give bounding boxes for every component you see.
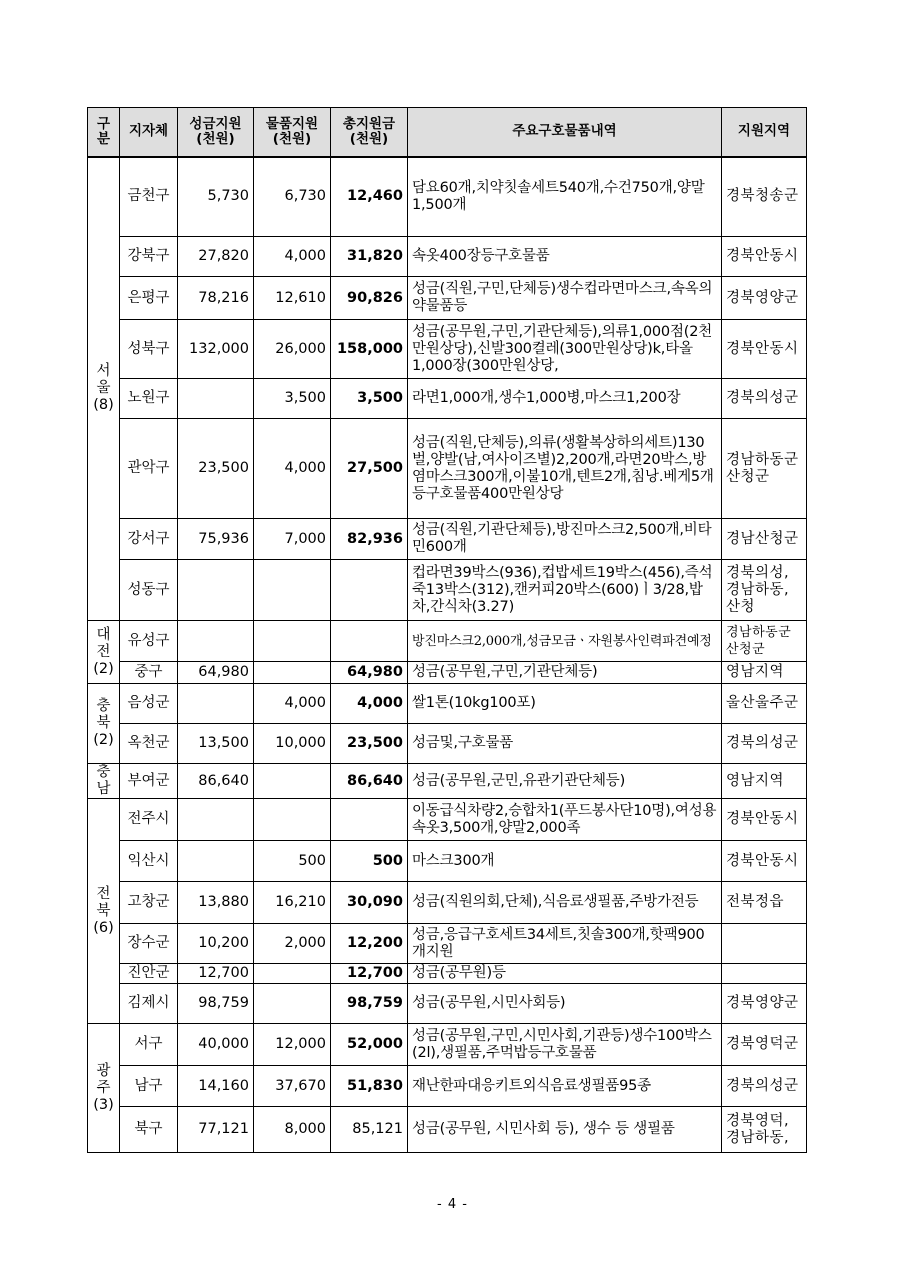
- area-cell: 경북영양군: [722, 984, 807, 1024]
- total-cell: 3,500: [331, 379, 408, 419]
- city-cell: 옥천군: [120, 724, 178, 764]
- table-row: [88, 1066, 807, 1107]
- city-cell: 장수군: [120, 924, 178, 964]
- total-cell: [331, 560, 408, 621]
- city-cell: 성북구: [120, 320, 178, 379]
- goods-cell: 10,000: [254, 724, 331, 764]
- region-daejeon: 대 전 (2): [88, 621, 120, 684]
- area-cell: 울산울주군: [722, 684, 807, 724]
- region-jeonbuk: 전 북 (6): [88, 799, 120, 1024]
- detail-cell: 속옷400장등구호물품: [408, 237, 722, 277]
- goods-cell: [254, 984, 331, 1024]
- detail-cell: 성금(공무원,구민,기관단체등),의류1,000점(2천만원상당),신발300켤레(300만원상당)k,타올1,000장(300만원상당,: [408, 320, 722, 379]
- table-row: [88, 379, 807, 419]
- total-cell: [331, 621, 408, 662]
- goods-cell: [254, 621, 331, 662]
- area-cell: 영남지역: [722, 764, 807, 799]
- header-jijache: 지자체: [120, 108, 178, 157]
- area-cell: 경북의성군: [722, 1066, 807, 1107]
- cash-cell: 40,000: [178, 1024, 254, 1066]
- detail-cell: 성금(공무원,시민사회등): [408, 984, 722, 1024]
- total-cell: 86,640: [331, 764, 408, 799]
- header-goods: 물품지원 (천원): [254, 108, 331, 157]
- goods-cell: 37,670: [254, 1066, 331, 1107]
- total-cell: 51,830: [331, 1066, 408, 1107]
- city-cell: 강북구: [120, 237, 178, 277]
- city-cell: 고창군: [120, 882, 178, 924]
- cash-cell: 98,759: [178, 984, 254, 1024]
- city-cell: 북구: [120, 1107, 178, 1153]
- detail-cell: 라면1,000개,생수1,000병,마스크1,200장: [408, 379, 722, 419]
- table-row: [88, 1024, 807, 1066]
- detail-cell: 성금,응급구호세트34세트,칫솔300개,핫팩900개지원: [408, 924, 722, 964]
- table-row: [88, 1107, 807, 1153]
- total-cell: 64,980: [331, 662, 408, 684]
- area-cell: 경북안동시: [722, 320, 807, 379]
- table-row: [88, 277, 807, 320]
- table-row: [88, 799, 807, 841]
- city-cell: 남구: [120, 1066, 178, 1107]
- total-cell: 98,759: [331, 984, 408, 1024]
- city-cell: 전주시: [120, 799, 178, 841]
- header-total: 총지원금 (천원): [331, 108, 408, 157]
- goods-cell: 7,000: [254, 519, 331, 560]
- cash-cell: [178, 379, 254, 419]
- cash-cell: 23,500: [178, 419, 254, 519]
- detail-cell: 성금(직원,기관단체등),방진마스크2,500개,비타민600개: [408, 519, 722, 560]
- cash-cell: 77,121: [178, 1107, 254, 1153]
- goods-cell: 4,000: [254, 419, 331, 519]
- detail-cell: 성금(직원의회,단체),식음료생필품,주방가전등: [408, 882, 722, 924]
- city-cell: 강서구: [120, 519, 178, 560]
- area-cell: 경북영덕군: [722, 1024, 807, 1066]
- cash-cell: [178, 621, 254, 662]
- detail-cell: 쌀1톤(10kg100포): [408, 684, 722, 724]
- city-cell: 유성구: [120, 621, 178, 662]
- table-row: [88, 662, 807, 684]
- table-row: [88, 560, 807, 621]
- total-cell: 12,460: [331, 157, 408, 237]
- cash-cell: 10,200: [178, 924, 254, 964]
- total-cell: 82,936: [331, 519, 408, 560]
- area-cell: [722, 924, 807, 964]
- table-row: [88, 684, 807, 724]
- cash-cell: [178, 841, 254, 882]
- total-cell: 27,500: [331, 419, 408, 519]
- total-cell: 52,000: [331, 1024, 408, 1066]
- detail-cell: 성금(공무원,구민,시민사회,기관등)생수100박스(2l),생필품,주먹밥등구호물품: [408, 1024, 722, 1066]
- header-detail: 주요구호물품내역: [408, 108, 722, 157]
- region-chungbuk: 충 북 (2): [88, 684, 120, 764]
- goods-cell: [254, 662, 331, 684]
- detail-cell: 성금(공무원,구민,기관단체등): [408, 662, 722, 684]
- cash-cell: 27,820: [178, 237, 254, 277]
- goods-cell: 500: [254, 841, 331, 882]
- table-row: [88, 237, 807, 277]
- cash-cell: 12,700: [178, 964, 254, 984]
- cash-cell: 13,880: [178, 882, 254, 924]
- area-cell: 경남산청군: [722, 519, 807, 560]
- table-row: [88, 984, 807, 1024]
- area-cell: 경북의성군: [722, 379, 807, 419]
- city-cell: 김제시: [120, 984, 178, 1024]
- header-gubun: 구 분: [88, 108, 120, 157]
- detail-cell: 성금(공무원,군민,유관기관단체등): [408, 764, 722, 799]
- cash-cell: [178, 684, 254, 724]
- detail-cell: 마스크300개: [408, 841, 722, 882]
- region-chungnam: 충 남: [88, 764, 120, 799]
- detail-cell: 담요60개,치약칫솔세트540개,수건750개,양말1,500개: [408, 157, 722, 237]
- detail-cell: 성금및,구호물품: [408, 724, 722, 764]
- city-cell: 노원구: [120, 379, 178, 419]
- total-cell: 30,090: [331, 882, 408, 924]
- detail-cell: 방진마스크2,000개,성금모금ㆍ자원봉사인력파견예정: [408, 621, 722, 662]
- total-cell: 23,500: [331, 724, 408, 764]
- cash-cell: 132,000: [178, 320, 254, 379]
- cash-cell: 64,980: [178, 662, 254, 684]
- city-cell: 서구: [120, 1024, 178, 1066]
- area-cell: 경남하동군산청군: [722, 621, 807, 662]
- total-cell: 4,000: [331, 684, 408, 724]
- total-cell: 12,700: [331, 964, 408, 984]
- goods-cell: 12,610: [254, 277, 331, 320]
- area-cell: 경북안동시: [722, 799, 807, 841]
- city-cell: 금천구: [120, 157, 178, 237]
- area-cell: 경북안동시: [722, 841, 807, 882]
- cash-cell: 86,640: [178, 764, 254, 799]
- area-cell: 경북안동시: [722, 237, 807, 277]
- table-row: [88, 841, 807, 882]
- table-row: [88, 924, 807, 964]
- detail-cell: 성금(직원,구민,단체등)생수컵라면마스크,속옥의약물품등: [408, 277, 722, 320]
- city-cell: 음성군: [120, 684, 178, 724]
- table-row: [88, 764, 807, 799]
- area-cell: 경남하동군산청군: [722, 419, 807, 519]
- area-cell: 경북영덕,경남하동,: [722, 1107, 807, 1153]
- detail-cell: 컵라면39박스(936),컵밥세트19박스(456),즉석죽13박스(312),캔커피20박스(600)ㅣ3/28,밥차,간식차(3.27): [408, 560, 722, 621]
- table-row: [88, 964, 807, 984]
- detail-cell: 이동급식차량2,승합차1(푸드봉사단10명),여성용속옷3,500개,양말2,000족: [408, 799, 722, 841]
- city-cell: 관악구: [120, 419, 178, 519]
- city-cell: 은평구: [120, 277, 178, 320]
- total-cell: 158,000: [331, 320, 408, 379]
- city-cell: 중구: [120, 662, 178, 684]
- city-cell: 익산시: [120, 841, 178, 882]
- table-row: [88, 157, 807, 237]
- table-row: [88, 519, 807, 560]
- area-cell: 경북의성,경남하동,산청: [722, 560, 807, 621]
- area-cell: 경북의성군: [722, 724, 807, 764]
- detail-cell: 성금(공무원, 시민사회 등), 생수 등 생필품: [408, 1107, 722, 1153]
- header-cash: 성금지원 (천원): [178, 108, 254, 157]
- goods-cell: [254, 964, 331, 984]
- city-cell: 진안군: [120, 964, 178, 984]
- goods-cell: [254, 764, 331, 799]
- cash-cell: [178, 560, 254, 621]
- city-cell: 성동구: [120, 560, 178, 621]
- region-seoul: 서 울 (8): [88, 157, 120, 621]
- area-cell: 경북청송군: [722, 157, 807, 237]
- total-cell: 90,826: [331, 277, 408, 320]
- cash-cell: 78,216: [178, 277, 254, 320]
- total-cell: 85,121: [331, 1107, 408, 1153]
- total-cell: [331, 799, 408, 841]
- area-cell: 영남지역: [722, 662, 807, 684]
- header-row: [88, 108, 807, 157]
- cash-cell: 75,936: [178, 519, 254, 560]
- table-row: [88, 419, 807, 519]
- total-cell: 31,820: [331, 237, 408, 277]
- goods-cell: 12,000: [254, 1024, 331, 1066]
- goods-cell: 8,000: [254, 1107, 331, 1153]
- goods-cell: 4,000: [254, 684, 331, 724]
- city-cell: 부여군: [120, 764, 178, 799]
- detail-cell: 재난한파대응키트외식음료생필품95종: [408, 1066, 722, 1107]
- goods-cell: 6,730: [254, 157, 331, 237]
- table-row: [88, 882, 807, 924]
- detail-cell: 성금(직원,단체등),의류(생활복상하의세트)130벌,양발(남,여사이즈별)2,200개,라면20박스,방염마스크300개,이불10개,텐트2개,침낭.베게5개등구호물품400만원상당: [408, 419, 722, 519]
- goods-cell: 4,000: [254, 237, 331, 277]
- cash-cell: 14,160: [178, 1066, 254, 1107]
- region-gwangju: 광 주 (3): [88, 1024, 120, 1153]
- detail-cell: 성금(공무원)등: [408, 964, 722, 984]
- table-row: [88, 724, 807, 764]
- area-cell: 경북영양군: [722, 277, 807, 320]
- header-area: 지원지역: [722, 108, 807, 157]
- page-number: - 4 -: [437, 1197, 468, 1212]
- cash-cell: [178, 799, 254, 841]
- area-cell: [722, 964, 807, 984]
- goods-cell: 16,210: [254, 882, 331, 924]
- total-cell: 12,200: [331, 924, 408, 964]
- cash-cell: 13,500: [178, 724, 254, 764]
- table-row: [88, 621, 807, 662]
- area-cell: 전북정읍: [722, 882, 807, 924]
- relief-table: [87, 107, 807, 1153]
- goods-cell: 26,000: [254, 320, 331, 379]
- cash-cell: 5,730: [178, 157, 254, 237]
- total-cell: 500: [331, 841, 408, 882]
- table-row: [88, 320, 807, 379]
- goods-cell: 3,500: [254, 379, 331, 419]
- goods-cell: 2,000: [254, 924, 331, 964]
- goods-cell: [254, 560, 331, 621]
- goods-cell: [254, 799, 331, 841]
